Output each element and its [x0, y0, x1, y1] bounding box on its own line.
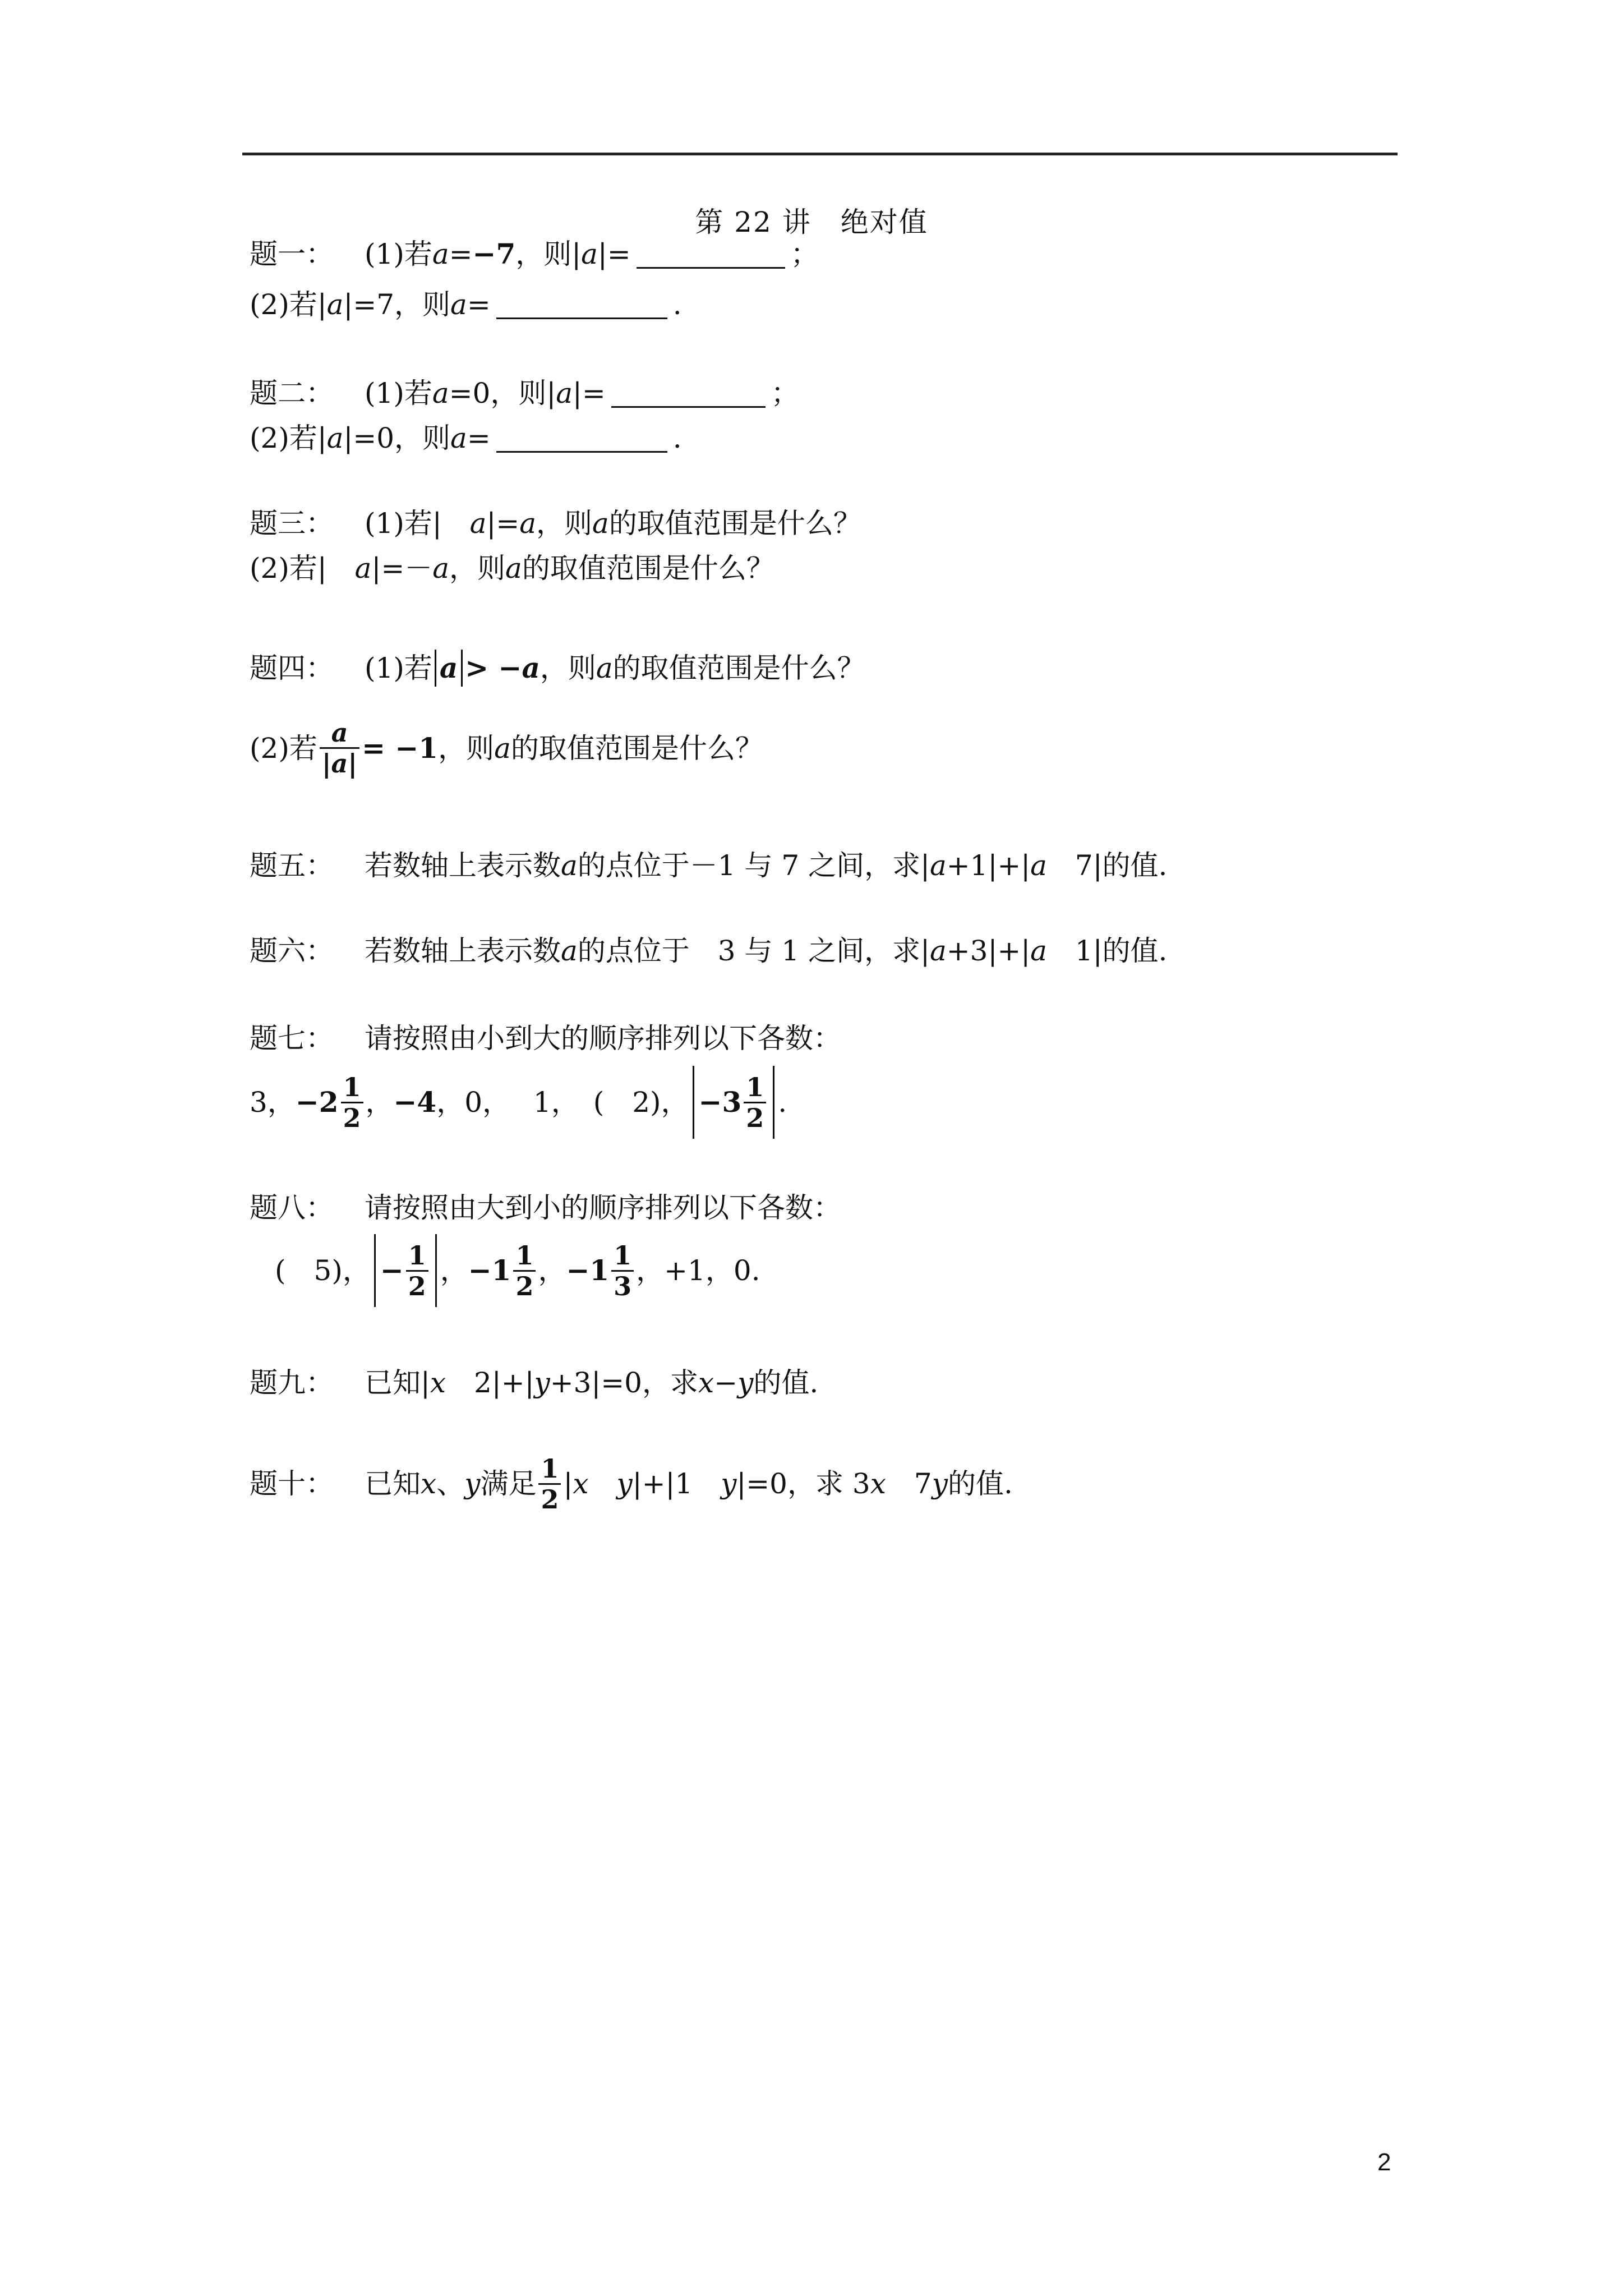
fraction: $\frac{1}{3}$ — [611, 1241, 634, 1301]
fraction: $\frac{1}{2}$ — [341, 1073, 363, 1133]
answer-blank[interactable] — [611, 379, 766, 408]
q4-line2: (2)若 $\frac{a}{|a|}$ = −1 ，则 a 的取值范围是什么？ — [250, 717, 763, 779]
fraction: $\frac{1}{2}$ — [744, 1073, 766, 1133]
q3-label: 题三： — [250, 507, 334, 540]
q8-numbers: ( 5)， − $\frac{1}{2}$ ， −1 $\frac{1}{2}$ ， −1 $\frac{1}{3}$ ，+1，0. — [275, 1234, 760, 1307]
q3-line1: 题三： (1)若| a |= a ，则 a 的取值范围是什么？ — [250, 505, 861, 542]
answer-blank[interactable] — [496, 291, 667, 319]
answer-blank[interactable] — [637, 240, 785, 269]
q7-numbers: 3， −2 $\frac{1}{2}$ ， −4 ，0， 1， ( 2)， −3 $\frac{1}{2}$ . — [250, 1066, 787, 1139]
q9-line: 题九： 已知| x 2|+| y +3|=0，求 x − y 的值. — [250, 1364, 818, 1401]
q10-line: 题十： 已知 x 、 y 满足 $\frac{1}{2}$ | x y |+|1 y |=0，求 3 x 7 y 的值. — [250, 1453, 1013, 1515]
fraction: $\frac{1}{2}$ — [513, 1241, 536, 1301]
q7-label: 题七： — [250, 1022, 334, 1055]
q4-line1: 题四： (1)若 a > − a ，则 a 的取值范围是什么？ — [250, 650, 865, 687]
q8-label: 题八： — [250, 1191, 334, 1224]
fraction: $\frac{a}{|a|}$ — [320, 718, 359, 778]
q3-line2: (2)若| a |=－ a ，则 a 的取值范围是什么？ — [250, 552, 774, 585]
q5-label: 题五： — [250, 849, 334, 882]
q9-label: 题九： — [250, 1366, 334, 1399]
q2-line1: 题二： (1)若 a =0，则| a |= ； — [250, 375, 799, 412]
q10-label: 题十： — [250, 1467, 334, 1500]
answer-blank[interactable] — [496, 424, 667, 453]
q6-label: 题六： — [250, 935, 334, 967]
absolute-value: − $\frac{1}{2}$ — [374, 1234, 437, 1307]
q5-line: 题五： 若数轴上表示数 a 的点位于－1 与 7 之间，求| a +1|+| a 7|的值. — [250, 847, 1167, 884]
header-rule — [242, 153, 1398, 155]
absolute-value: −3 $\frac{1}{2}$ — [693, 1066, 775, 1139]
q2-label: 题二： — [250, 377, 334, 409]
q7-line1: 题七： 请按照由小到大的顺序排列以下各数： — [250, 1020, 841, 1057]
q4-label: 题四： — [250, 652, 334, 684]
page-title: 第 22 讲 绝对值 — [695, 206, 928, 238]
page-number: 2 — [1377, 2148, 1391, 2176]
q6-line: 题六： 若数轴上表示数 a 的点位于 3 与 1 之间，求| a +3|+| a 1|的值. — [250, 932, 1167, 969]
q1-line1: 题一： (1)若 a = −7 ，则| a |= ； — [250, 236, 819, 273]
q1-label: 题一： — [250, 238, 334, 270]
q8-line1: 题八： 请按照由大到小的顺序排列以下各数： — [250, 1189, 841, 1226]
q2-line2: (2)若| a |=0，则 a = . — [250, 422, 682, 454]
fraction: $\frac{1}{2}$ — [406, 1241, 428, 1301]
fraction: $\frac{1}{2}$ — [538, 1454, 561, 1514]
q1-line2: (2)若| a |=7，则 a = . — [250, 288, 682, 321]
